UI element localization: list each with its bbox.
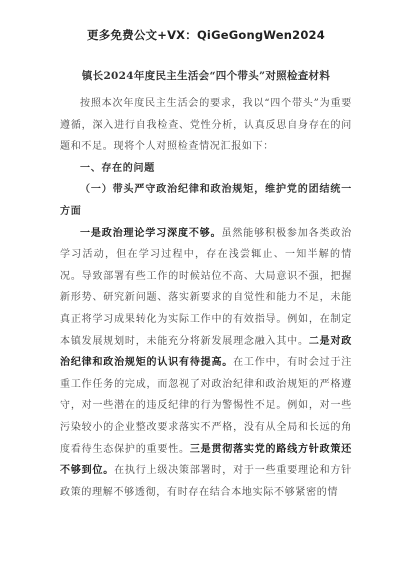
point-1-text: 虽然能够积极参加各类政治学习活动，但在学习过程中，存在浅尝辄止、一知半解的情况。导致部署有些工作的时候站位不高、大局意识不强，把握新形势、研究新问题、落实新要求的自觉性和能力不足，未能真正将学习成果转化为实际工作中的有效指导。例如，在制定本镇发展规划时，未能充分将新发展理念融入其中。 bbox=[60, 227, 352, 347]
document-title: 镇长2024年度民主生活会“四个带头”对照检查材料 bbox=[81, 70, 331, 82]
document-body bbox=[60, 93, 352, 503]
subsection-heading: （一）带头严守政治纪律和政治规矩，维护党的团结统一方面 bbox=[60, 184, 352, 217]
section-heading: 一、存在的问题 bbox=[80, 162, 155, 174]
body-paragraph bbox=[60, 223, 352, 504]
point-3-text: 在执行上级决策部署时，对于一些重要理论和方针政策的理解不够透彻，有时存在结合本地实际不够紧密的情 bbox=[60, 465, 353, 498]
point-3-lead: 三是贯彻落实党的路线方针政策还不够到位。 bbox=[60, 443, 352, 477]
point-2-text: 在工作中，有时会过于注重工作任务的完成，而忽视了对政治纪律和政治规矩的严格遵守，对一些潜在的违反纪律的行为警惕性不足。例如，对一些污染较小的企业整改要求落实不严格，没有从全局和长远的角度看待生态保护的重要性。 bbox=[60, 357, 352, 455]
promo-banner: 更多免费公文+VX：QiGeGongWen2024 bbox=[87, 28, 325, 42]
point-1-lead: 一是政治理论学习深度不够。 bbox=[80, 227, 222, 239]
intro-paragraph: 按照本次年度民主生活会的要求，我以“四个带头”为重要遵循，深入进行自我检查、党性分析，认真反思自身存在的问题和不足。现将个人对照检查情况汇报如下： bbox=[60, 98, 352, 153]
point-2-lead: 二是对政治纪律和政治规矩的认识有待提高。 bbox=[60, 335, 352, 369]
